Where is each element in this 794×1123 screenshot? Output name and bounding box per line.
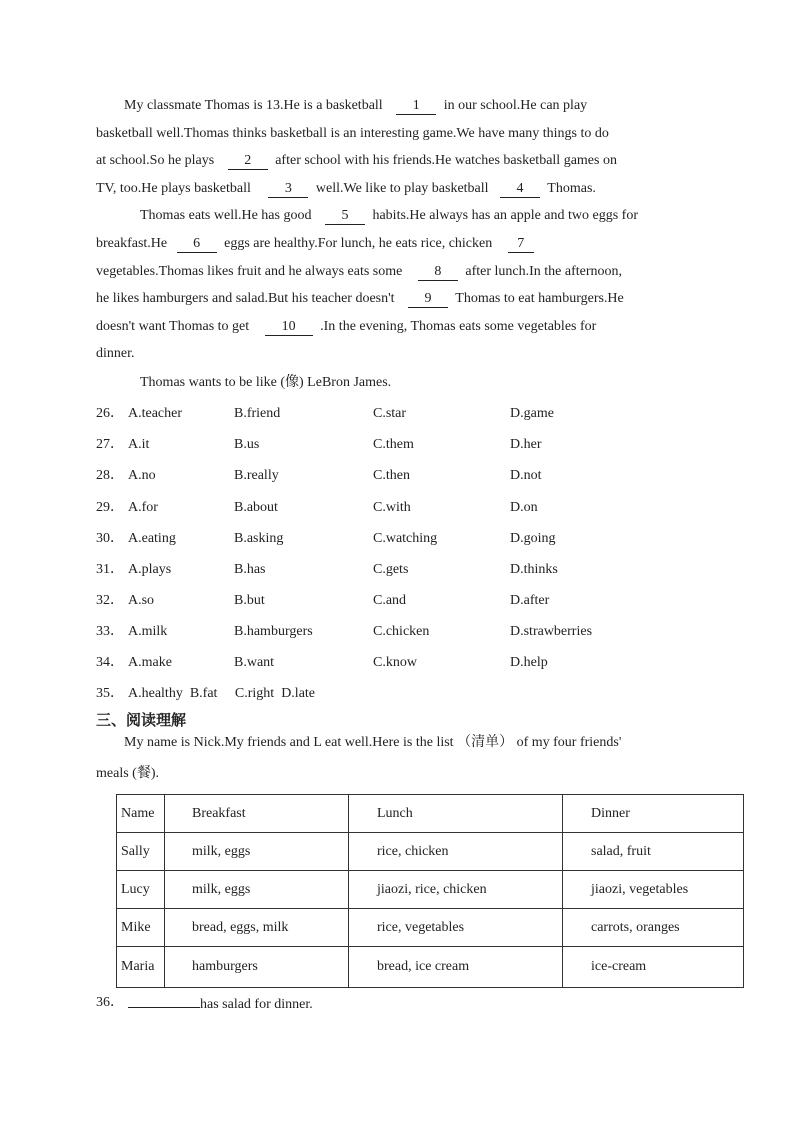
- table-cell: bread, ice cream: [349, 947, 563, 988]
- table-header-row: [117, 795, 744, 833]
- passage-text: breakfast.He: [96, 236, 168, 251]
- intro-line-1: [124, 733, 724, 753]
- passage-text: well.We like to play basketball: [315, 181, 489, 196]
- passage-line-5: [140, 206, 740, 226]
- passage-text: Thomas to eat hamburgers.He: [455, 291, 624, 306]
- table-cell: rice, vegetables: [349, 909, 563, 947]
- option-b[interactable]: B.friend: [234, 406, 281, 421]
- table-row: [117, 871, 744, 909]
- table-cell: ice-cream: [563, 947, 744, 988]
- option-b[interactable]: B.really: [234, 468, 279, 483]
- passage-line-6: [96, 234, 696, 254]
- table-cell: milk, eggs: [165, 833, 349, 871]
- intro-line-2: [96, 764, 696, 784]
- table-row: [117, 833, 744, 871]
- blank-7[interactable]: 7: [508, 236, 534, 253]
- passage-text: habits.He always has an apple and two eggs for: [372, 208, 639, 223]
- option-c[interactable]: C.watching: [373, 531, 438, 546]
- question-number: 34．: [96, 655, 124, 670]
- blank-10[interactable]: 10: [265, 319, 313, 336]
- passage-line-7: [96, 262, 696, 282]
- question-options[interactable]: A.healthy B.fat C.right D.late: [128, 686, 316, 701]
- option-b[interactable]: B.but: [234, 593, 265, 608]
- passage-line-10: [96, 344, 696, 364]
- option-d[interactable]: D.on: [510, 500, 538, 515]
- passage-text: Thomas eats well.He has good: [140, 208, 312, 223]
- passage-text: TV, too.He plays basketball: [96, 181, 251, 196]
- option-c[interactable]: C.them: [373, 437, 414, 452]
- table-cell: rice, chicken: [349, 833, 563, 871]
- option-a[interactable]: A.plays: [128, 562, 172, 577]
- question-number: 30．: [96, 531, 124, 546]
- passage-line-2: [96, 124, 696, 144]
- question-text-wrap: [128, 993, 313, 1015]
- question-number: 32．: [96, 593, 124, 608]
- option-d[interactable]: D.thinks: [510, 562, 558, 577]
- option-b[interactable]: B.want: [234, 655, 275, 670]
- option-b[interactable]: B.about: [234, 500, 278, 515]
- option-c[interactable]: C.star: [373, 406, 407, 421]
- passage-text: Thomas.: [547, 181, 596, 196]
- passage-text: in our school.He can play: [443, 98, 588, 113]
- option-c[interactable]: C.gets: [373, 562, 409, 577]
- option-a[interactable]: A.eating: [128, 531, 176, 546]
- table-cell: hamburgers: [165, 947, 349, 988]
- passage-line-3: [96, 151, 696, 171]
- blank-5[interactable]: 5: [325, 208, 365, 225]
- question-text: has salad for dinner.: [200, 997, 313, 1012]
- table-cell: salad, fruit: [563, 833, 744, 871]
- passage-text: eggs are healthy.For lunch, he eats rice, chicken: [224, 236, 493, 251]
- option-b[interactable]: B.asking: [234, 531, 284, 546]
- passage-line-11: [140, 373, 740, 393]
- passage-line-9: [96, 317, 696, 337]
- option-c[interactable]: C.with: [373, 500, 411, 515]
- option-b[interactable]: B.hamburgers: [234, 624, 313, 639]
- option-c[interactable]: C.then: [373, 468, 410, 483]
- passage-text: vegetables.Thomas likes fruit and he always eats some: [96, 264, 403, 279]
- option-a[interactable]: A.no: [128, 468, 156, 483]
- table-cell: Mike: [117, 909, 165, 947]
- question-number: 28．: [96, 468, 124, 483]
- blank-8[interactable]: 8: [418, 264, 458, 281]
- passage-text: after lunch.In the afternoon,: [465, 264, 623, 279]
- passage-text: after school with his friends.He watches basketball games on: [275, 153, 617, 168]
- option-a[interactable]: A.so: [128, 593, 155, 608]
- passage-text: My classmate Thomas is 13.He is a basketball: [124, 98, 383, 113]
- table-header-cell: Dinner: [563, 795, 744, 833]
- blank-9[interactable]: 9: [408, 291, 448, 308]
- intro-text: My name is Nick.My friends and L eat well.Here is the list （清单） of my four friends': [124, 735, 622, 750]
- question-number: 26．: [96, 406, 124, 421]
- passage-text: Thomas wants to be like (像) LeBron James.: [140, 375, 392, 390]
- table-cell: Sally: [117, 833, 165, 871]
- option-d[interactable]: D.strawberries: [510, 624, 593, 639]
- option-a[interactable]: A.it: [128, 437, 150, 452]
- option-a[interactable]: A.milk: [128, 624, 168, 639]
- table-header-cell: Name: [117, 795, 165, 833]
- passage-text: he likes hamburgers and salad.But his teacher doesn't: [96, 291, 395, 306]
- passage-line-8: [96, 289, 696, 309]
- question-number: 27．: [96, 437, 124, 452]
- blank-2[interactable]: 2: [228, 153, 268, 170]
- blank-6[interactable]: 6: [177, 236, 217, 253]
- passage-line-4: [96, 179, 696, 199]
- question-number: 36．: [96, 995, 124, 1010]
- question-number: 33．: [96, 624, 124, 639]
- option-b[interactable]: B.us: [234, 437, 260, 452]
- meals-table: [116, 794, 744, 988]
- option-c[interactable]: C.chicken: [373, 624, 430, 639]
- passage-text: basketball well.Thomas thinks basketball is an interesting game.We have many things to do: [96, 126, 609, 141]
- option-d[interactable]: D.her: [510, 437, 542, 452]
- answer-blank[interactable]: [128, 993, 200, 1008]
- option-d[interactable]: D.game: [510, 406, 554, 421]
- table-row: [117, 909, 744, 947]
- option-a[interactable]: A.for: [128, 500, 158, 515]
- intro-text: meals (餐).: [96, 766, 159, 781]
- passage-text: dinner.: [96, 346, 135, 361]
- section-title: 三、阅读理解: [96, 711, 187, 729]
- passage-line-1: [124, 96, 724, 116]
- option-d[interactable]: D.help: [510, 655, 548, 670]
- option-c[interactable]: C.know: [373, 655, 417, 670]
- table-row: [117, 947, 744, 988]
- blank-4[interactable]: 4: [500, 181, 540, 198]
- question-number: 31．: [96, 562, 124, 577]
- option-c[interactable]: C.and: [373, 593, 407, 608]
- option-d[interactable]: D.going: [510, 531, 556, 546]
- blank-3[interactable]: 3: [268, 181, 308, 198]
- table-cell: milk, eggs: [165, 871, 349, 909]
- passage-text: .In the evening, Thomas eats some vegetables for: [320, 319, 597, 334]
- passage-text: doesn't want Thomas to get: [96, 319, 250, 334]
- blank-1[interactable]: 1: [396, 98, 436, 115]
- question-number: 35．: [96, 686, 124, 701]
- table-cell: bread, eggs, milk: [165, 909, 349, 947]
- table-cell: Maria: [117, 947, 165, 988]
- option-a[interactable]: A.teacher: [128, 406, 183, 421]
- table-header-cell: Breakfast: [165, 795, 349, 833]
- question-number: 29．: [96, 500, 124, 515]
- passage-text: at school.So he plays: [96, 153, 215, 168]
- option-d[interactable]: D.not: [510, 468, 542, 483]
- option-a[interactable]: A.make: [128, 655, 172, 670]
- table-cell: Lucy: [117, 871, 165, 909]
- table-cell: jiaozi, rice, chicken: [349, 871, 563, 909]
- table-cell: carrots, oranges: [563, 909, 744, 947]
- option-b[interactable]: B.has: [234, 562, 266, 577]
- table-header-cell: Lunch: [349, 795, 563, 833]
- table-cell: jiaozi, vegetables: [563, 871, 744, 909]
- option-d[interactable]: D.after: [510, 593, 550, 608]
